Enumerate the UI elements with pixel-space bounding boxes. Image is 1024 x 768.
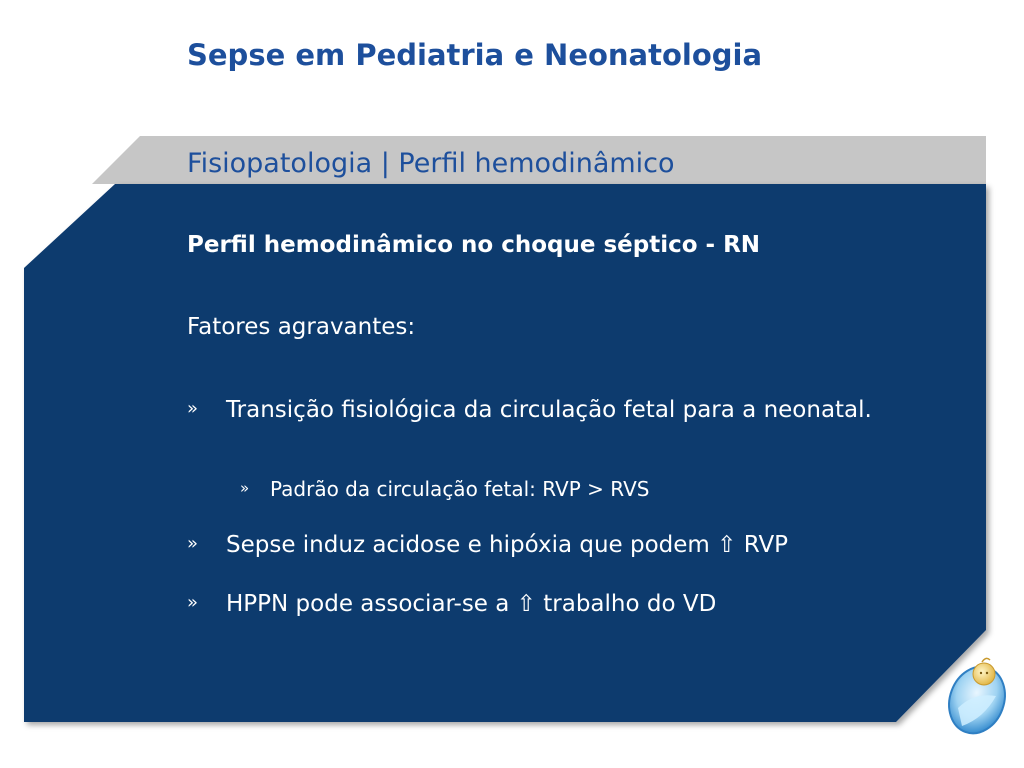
bullet-marker: » bbox=[187, 533, 199, 554]
bullet-marker: » bbox=[187, 398, 199, 419]
bullet-marker: » bbox=[240, 479, 250, 497]
bullet-text: Transição fisiológica da circulação fetal para a neonatal. bbox=[226, 397, 872, 423]
slide-title: Sepse em Pediatria e Neonatologia bbox=[187, 38, 763, 72]
bullet-text: Sepse induz acidose e hipóxia que podem ⇧ RVP bbox=[226, 532, 789, 558]
section-subtitle: Fisiopatologia | Perfil hemodinâmico bbox=[187, 148, 675, 179]
bullet-text: Padrão da circulação fetal: RVP > RVS bbox=[270, 477, 650, 501]
intro-text: Fatores agravantes: bbox=[187, 314, 416, 340]
content-heading: Perfil hemodinâmico no choque séptico - RN bbox=[187, 232, 761, 258]
bullet-marker: » bbox=[187, 592, 199, 613]
baby-egg-logo-icon bbox=[944, 648, 1010, 740]
bullet-text: HPPN pode associar-se a ⇧ trabalho do VD bbox=[226, 591, 717, 617]
content-background bbox=[24, 184, 986, 722]
